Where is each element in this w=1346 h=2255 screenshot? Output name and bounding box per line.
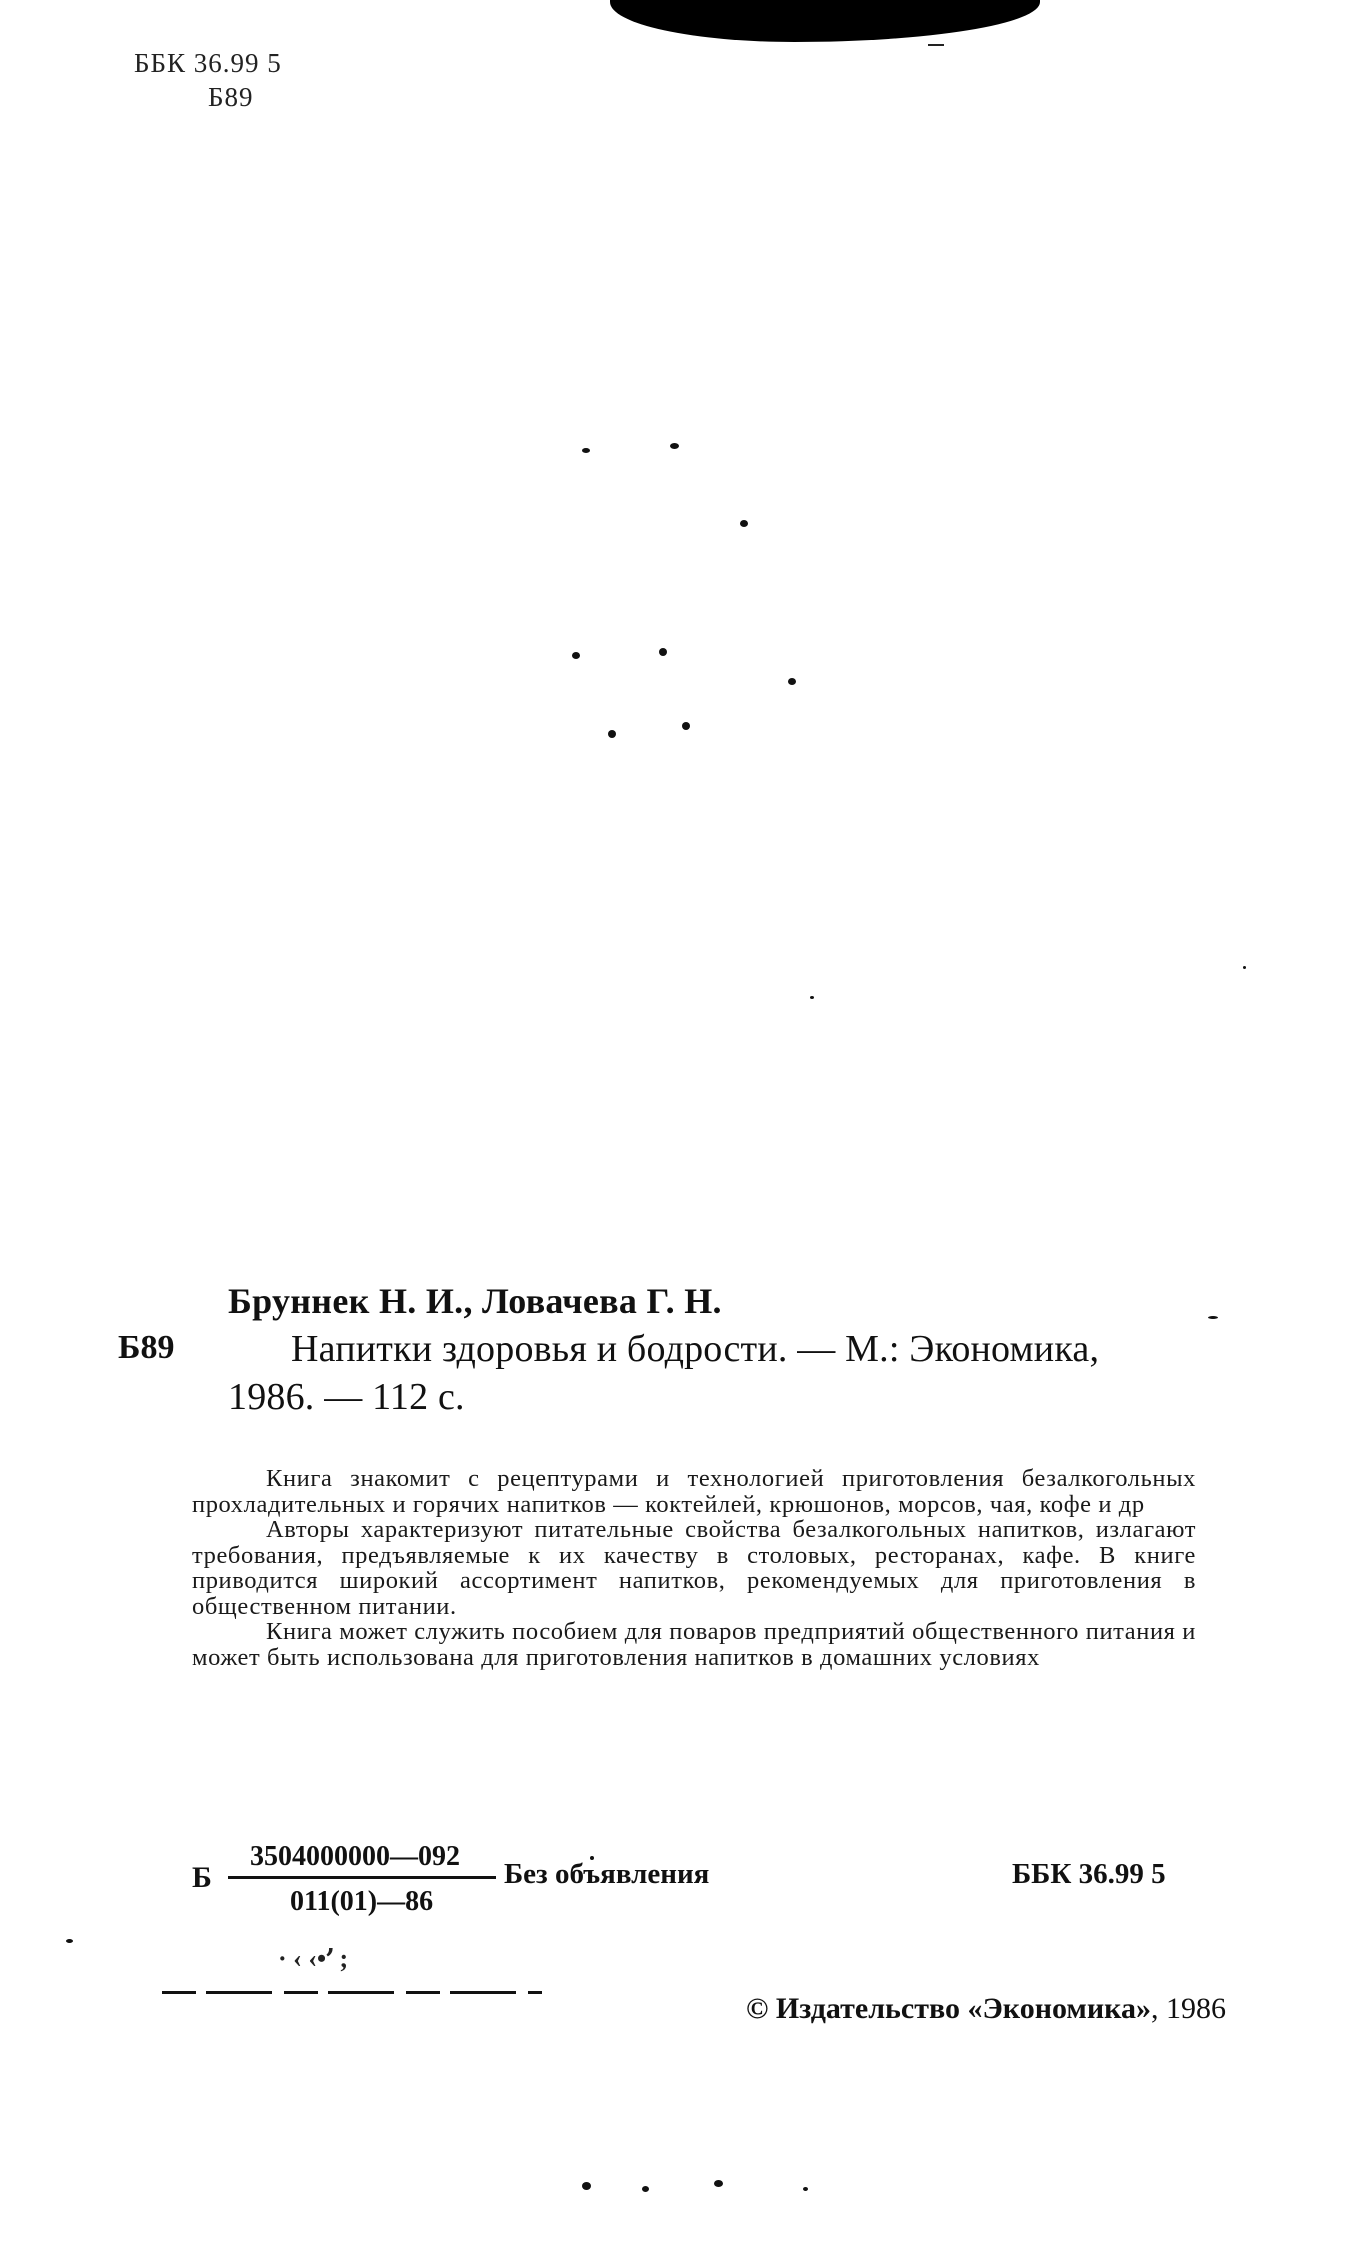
index-code-top: Б89 [208,82,254,112]
annotation-paragraph: Книга может служить пособием для поваров предприятий общественного питания и может быть использована для приготовления напитков в домашних условиях [192,1618,1196,1671]
speck [582,2182,591,2190]
copyright-year: , 1986 [1150,1992,1226,2025]
speck [810,996,814,999]
bbk-code-bottom: ББК 36.99 5 [1012,1858,1166,1890]
speck [1243,966,1246,969]
no-announcement-note: Без объявления [504,1858,710,1890]
speck [740,520,748,527]
fraction-line [228,1876,496,1879]
imprint-denominator: 011(01)—86 [290,1886,434,1917]
speck [66,1939,73,1943]
book-authors: Бруннек Н. И., Ловачева Г. Н. [228,1281,722,1321]
scan-artifact-dash [928,44,944,46]
copyright-line [746,1992,1226,2026]
publication-info-line: 1986. — 112 с. [228,1376,465,1418]
speck [682,722,690,730]
annotation-paragraph: Авторы характеризуют питательные свойства безалкогольных напитков, излагают требования, предъявляемые к их качеству в столовых, ресторанах, кафе. В книге приводится широкий ассортимент напитков, рекомендуемых для приготовления в общественном питании. [192,1516,1196,1620]
speck [642,2186,649,2192]
speck [670,443,679,449]
annotation-paragraph: Книга знакомит с рецептурами и технологией приготовления безалкогольных прохладительных и горячих напитков — коктейлей, крюшонов, морсов, чая, кофе и др [192,1465,1196,1518]
dashed-rule [162,1991,542,1994]
speck [714,2180,723,2187]
speck [582,448,590,453]
speck [803,2187,808,2191]
book-annotation [192,1466,1196,1670]
speck [788,678,796,685]
speck [659,648,667,656]
speck [572,652,580,659]
book-title-line: Напитки здоровья и бодрости. — М.: Экономика, [291,1328,1100,1370]
imprint-numerator: 3504000000—092 [250,1841,460,1872]
speck [608,730,616,738]
smudge-mark: · ‹ ‹•՚ ; [278,1944,349,1973]
speck [1208,1316,1218,1319]
scan-artifact-blot [610,0,1040,42]
author-index-mark: Б89 [118,1329,175,1366]
bbk-code-top: ББК 36.99 5 [134,48,282,78]
imprint-letter: Б [192,1861,212,1894]
copyright-text: © Издательство «Экономика» [746,1992,1151,2025]
